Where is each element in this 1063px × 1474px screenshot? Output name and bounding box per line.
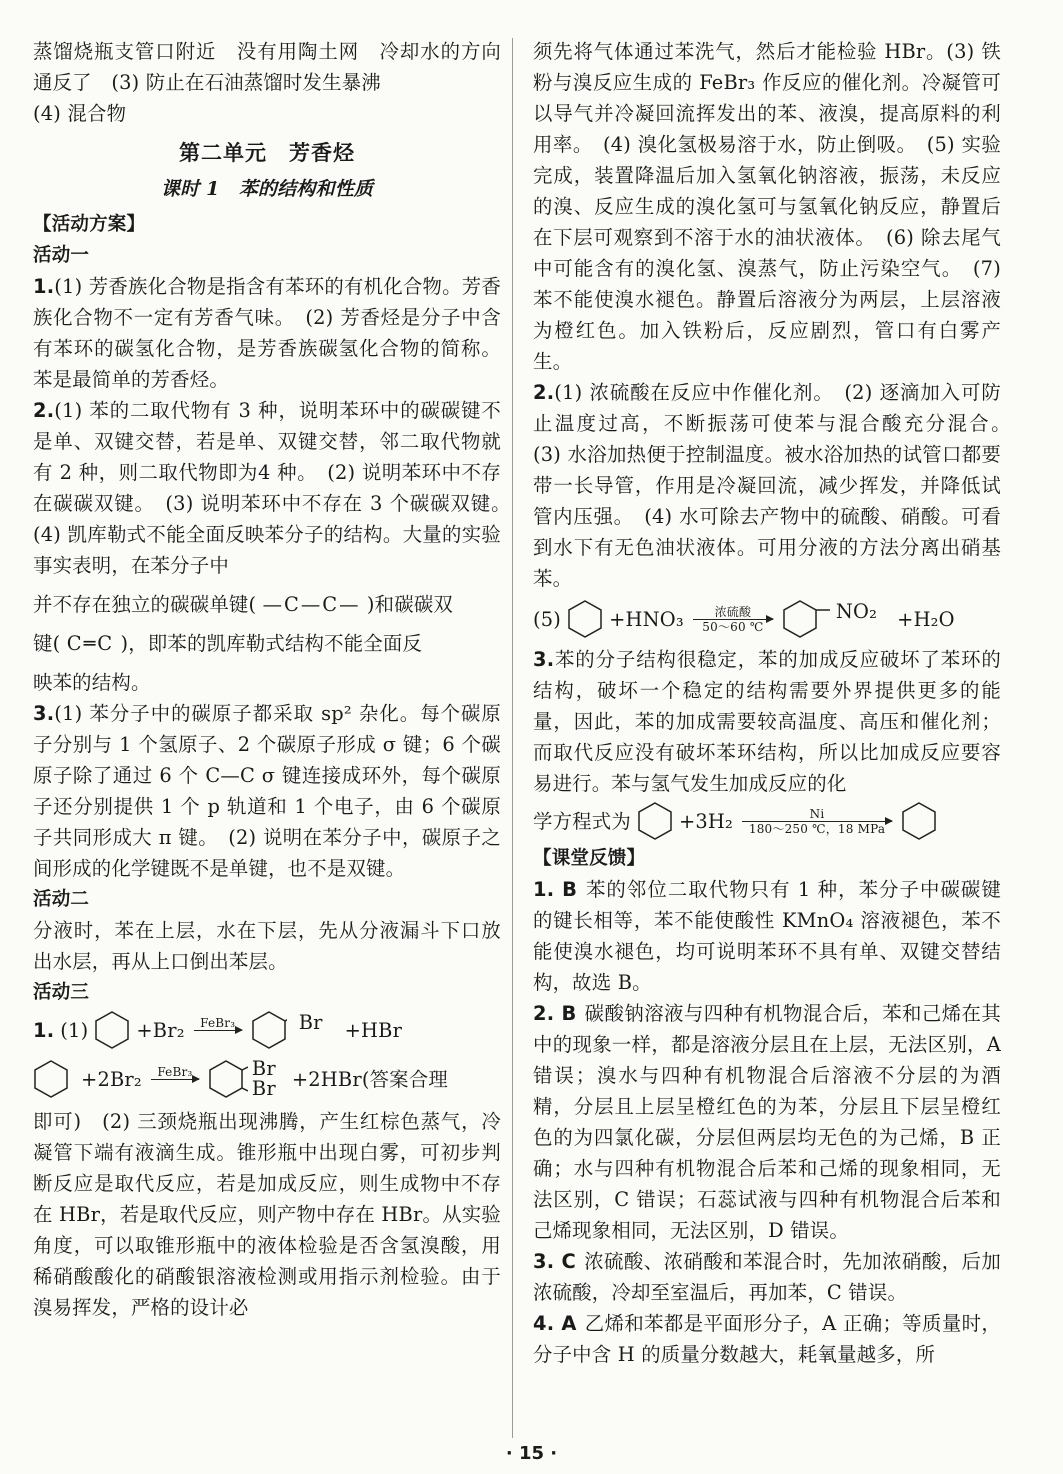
act3-item-1-text: 即可) (2) 三颈烧瓶出现沸腾，产生红棕色蒸气，冷凝管下端有液滴生成。锥形瓶中出现白雾，可初步判断反应是取代反应，若是加成反应，则生成物中不存在 HBr，若是取代反应，则产物中存在 HBr。从实验角度，可以取锥形瓶中的液体检验是否含氢溴酸，用稀硝酸酸化的硝酸银溶液检测或用指示剂检验。由于溴易挥发，严格的设计必: [33, 1110, 501, 1319]
intro-text: 蒸馏烧瓶支管口附近 没有用陶土网 冷却水的方向通反了 (3) 防止在石油蒸馏时发生暴沸: [33, 40, 501, 94]
act1-item-1: 1.(1) 芳香族化合物是指含有苯环的有机化合物。芳香族化合物不一定有芳香气味。 (2) 芳香烃是分子中含有苯环的碳氢化合物，是芳香族碳氢化合物的简称。苯是最简单的芳香烃。: [33, 275, 501, 391]
item-number: 3.: [33, 702, 55, 725]
item-number: 2.: [33, 399, 55, 422]
feedback-item-1: 1. B 苯的邻位二取代物只有 1 种，苯分子中碳碳键的键长相等，苯不能使酸性 KMnO₄ 溶液褪色，苯不能使溴水褪色，均可说明苯环不具有单、双键交替结构，故选 B。: [533, 878, 1001, 994]
single-bond-line: 并不存在独立的碳碳单键( —C—C— )和碳碳双: [33, 593, 454, 616]
act3-item-3: 3.苯的分子结构很稳定，苯的加成反应破坏了苯环的结构，破坏一个稳定的结构需要外界提供更多的能量，因此，苯的加成需要较高温度、高压和催化剂；而取代反应没有破坏苯环结构，所以比加成反应要容易进行。苯与氢气发生加成反应的化: [533, 648, 1001, 795]
item-number: 2.: [533, 381, 555, 404]
reaction-arrow: Ni 180～250 ℃，18 MPa: [742, 807, 892, 836]
equation-nitration: (5) +HNO₃ 浓硫酸 50～60 ℃ NO₂ +H₂O: [533, 594, 1001, 644]
benzene-ring-icon: [251, 1010, 287, 1050]
activity-3-heading: 活动三: [33, 982, 90, 1003]
lesson-title: 课时 1 苯的结构和性质: [160, 178, 374, 200]
page-number: · 15 ·: [505, 1443, 558, 1464]
double-bond-line: 键( C═C )，即苯的凯库勒式结构不能全面反: [33, 632, 423, 655]
unit-title: 第二单元 芳香烃: [179, 140, 355, 165]
activity-1-heading: 活动一: [33, 245, 90, 266]
benzene-ring-icon: [94, 1010, 130, 1050]
double-bond-structure: C═C: [66, 632, 115, 655]
equation-bromination-1: 1. (1) +Br₂ FeBr₃ Br +HBr: [33, 1008, 501, 1052]
reaction-arrow: 浓硫酸 50～60 ℃: [693, 605, 773, 634]
benzene-ring-icon: [33, 1059, 69, 1099]
right-column: [533, 36, 1021, 1370]
single-bond-structure: —C—C—: [262, 593, 361, 616]
activity-2-heading: 活动二: [33, 889, 90, 910]
act1-item-2: 2.(1) 苯的二取代物有 3 种，说明苯环中的碳碳键不是单、双键交替，若是单、双键交替，邻二取代物就有 2 种，则二取代物即为4 种。 (2) 说明苯环中不存在碳碳双键。 (3) 说明苯环中不存在 3 个碳碳双键。 (4) 凯库勒式不能全面反映苯分子的结构。大量的实验事实表明，在苯分子中: [33, 399, 521, 577]
reaction-arrow: FeBr₃: [194, 1016, 242, 1045]
item-number: 1.: [33, 275, 55, 298]
feedback-item-4: 4. A 乙烯和苯都是平面形分子，A 正确；等质量时，分子中含 H 的质量分数越大，耗氧量越多，所: [533, 1312, 1001, 1366]
benzene-ring-icon: [567, 599, 603, 639]
feedback-item-3: 3. C 浓硫酸、浓硝酸和苯混合时，先加浓硝酸，后加浓硫酸，冷却至室温后，再加苯，C 错误。: [533, 1250, 1002, 1304]
left-column: [33, 36, 521, 1323]
equation-hydrogenation: 学方程式为 +3H₂ Ni 180～250 ℃，18 MPa: [533, 799, 1001, 843]
act2-text: 分液时，苯在上层，水在下层，先从分液漏斗下口放出水层，再从上口倒出苯层。: [33, 919, 501, 973]
act1-item-2-end: 映苯的结构。: [33, 671, 151, 694]
dibromobenzene-ring-icon: [208, 1057, 248, 1101]
column-divider: [512, 38, 513, 1438]
act3-item-2: 2.(1) 浓硫酸在反应中作催化剂。 (2) 逐滴加入可防止温度过高，不断振荡可使苯与混合酸充分混合。 (3) 水浴加热便于控制温度。被水浴加热的试管口都要带一长导管，作用是冷凝回流，减少挥发，并降低试管内压强。 (4) 水可除去产物中的硫酸、硝酸。可看到水下有无色油状液体。可用分液的方法分离出硝基苯。: [533, 381, 1021, 590]
class-feedback-heading: 【课堂反馈】: [533, 848, 646, 869]
benzene-ring-icon: [637, 801, 673, 841]
intro-text-2: (4) 混合物: [33, 102, 127, 125]
benzene-ring-icon: [782, 599, 830, 639]
item-number: 3.: [533, 648, 555, 671]
reaction-arrow: FeBr₃: [151, 1065, 199, 1094]
equation-bromination-2: +2Br₂ FeBr₃ Br Br +2HBr(答案合理: [33, 1052, 501, 1106]
cyclohexane-ring-icon: [901, 801, 937, 841]
act1-item-3: 3.(1) 苯分子中的碳原子都采取 sp² 杂化。每个碳原子分别与 1 个氢原子、2 个碳原子形成 σ 键；6 个碳原子除了通过 6 个 C—C σ 键连接成环外，每个碳原子还分别提供 1 个 p 轨道和 1 个电子，由 6 个碳原子共同形成大 π 键。 (2) 说明在苯分子中，碳原子之间形成的化学键既不是单键，也不是双键。: [33, 702, 501, 880]
activity-plan-heading: 【活动方案】: [33, 214, 146, 235]
act3-item-1-continued: 须先将气体通过苯洗气，然后才能检验 HBr。(3) 铁粉与溴反应生成的 FeBr₃ 作反应的催化剂。冷凝管可以导气并冷凝回流挥发出的苯、液溴，提高原料的利用率。 (4) 溴化氢极易溶于水，防止倒吸。 (5) 实验完成，装置降温后加入氢氧化钠溶液，振荡，未反应的溴、反应生成的溴化氢可与氢氧化钠反应，静置后在下层可观察到不溶于水的油状液体。 (6) 除去尾气中可能含有的溴化氢、溴蒸气，防止污染空气。 (7) 苯不能使溴水褪色。静置后溶液分为两层，上层溶液为橙红色。加入铁粉后，反应剧烈，管口有白雾产生。: [533, 40, 1001, 373]
feedback-item-2: 2. B 碳酸钠溶液与四种有机物混合后，苯和己烯在其中的现象一样，都是溶液分层且在上层，无法区别，A 错误；溴水与四种有机物混合后溶液不分层的为酒精，分层且上层呈橙红色的为苯，分层且下层呈橙红色的为四氯化碳，分层但两层均无色的为己烯，B 正确；水与四种有机物混合后苯和己烯的现象相同，无法区别，C 错误；石蕊试液与四种有机物混合后苯和己烯现象相同，无法区别，D 错误。: [533, 1002, 1001, 1242]
